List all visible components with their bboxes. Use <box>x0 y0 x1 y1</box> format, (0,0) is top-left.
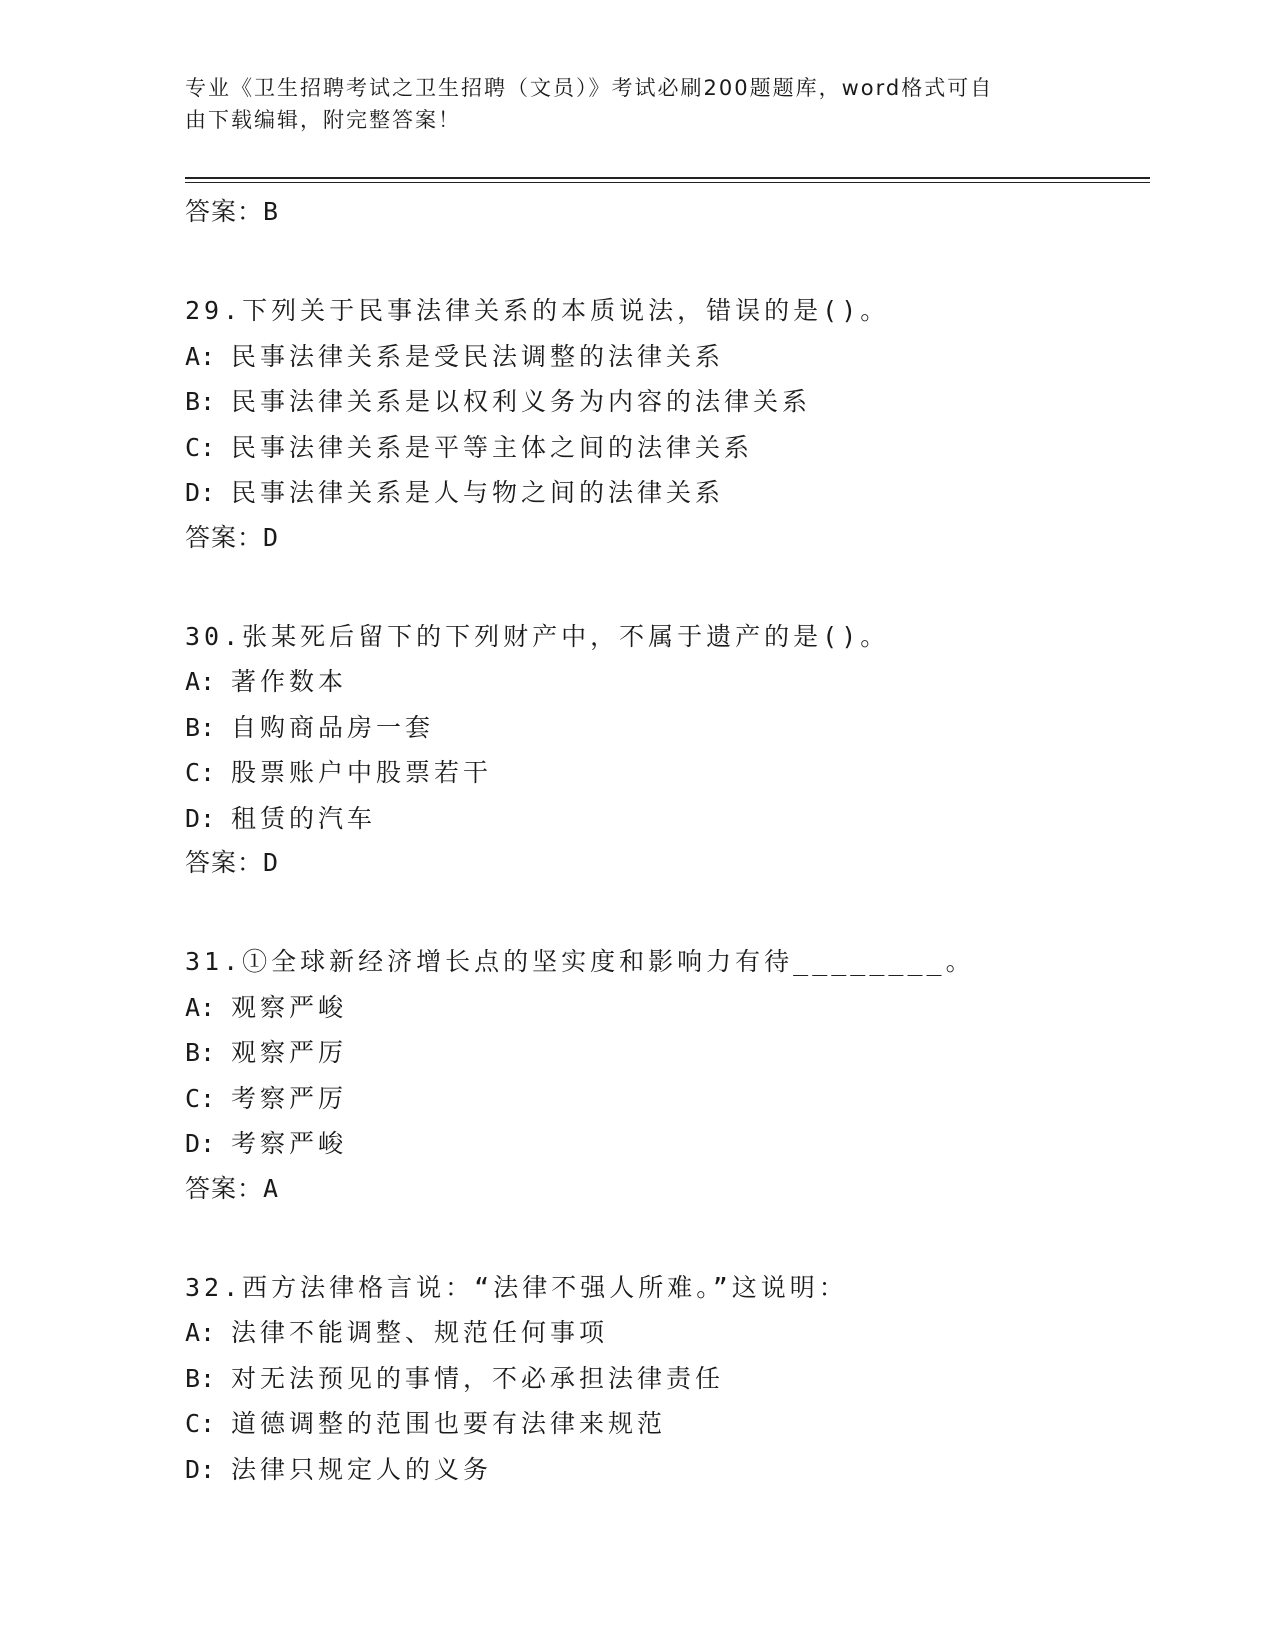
option-text: 民事法律关系是受民法调整的法律关系 <box>231 341 725 371</box>
header-divider-thin <box>185 182 1150 183</box>
answer-label: 答案： <box>185 1173 264 1203</box>
option-d <box>185 796 1150 842</box>
question-item <box>185 614 1150 886</box>
option-c <box>185 1401 1150 1447</box>
option-text: 著作数本 <box>231 667 348 696</box>
answer-label: 答案： <box>185 522 264 552</box>
option-key: C: <box>185 432 216 462</box>
option-text: 考察严峻 <box>231 1129 348 1158</box>
option-key: C: <box>185 758 216 787</box>
option-key: D: <box>185 803 216 833</box>
option-text: 道德调整的范围也要有法律来规范 <box>231 1409 667 1438</box>
question-item <box>185 1265 1150 1493</box>
answer-value: B <box>263 197 280 226</box>
header-divider-thick <box>185 177 1150 179</box>
option-text: 法律只规定人的义务 <box>231 1454 493 1484</box>
question-item <box>185 939 1150 1211</box>
answer-value: D <box>263 522 280 552</box>
option-a <box>185 1310 1150 1356</box>
option-key: B: <box>185 1038 216 1067</box>
option-a <box>185 985 1150 1031</box>
option-key: D: <box>185 1129 216 1158</box>
header-line-1: 专业《卫生招聘考试之卫生招聘（文员）》考试必刷200题题库，word格式可自 <box>185 76 994 100</box>
option-a <box>185 334 1150 380</box>
question-item <box>185 288 1150 560</box>
question-text: 32.西方法律格言说：“法律不强人所难。”这说明： <box>185 1272 848 1302</box>
option-key: A: <box>185 341 216 371</box>
option-key: B: <box>185 387 216 416</box>
option-d <box>185 470 1150 516</box>
option-key: A: <box>185 667 216 696</box>
option-text: 股票账户中股票若干 <box>231 758 493 787</box>
option-d <box>185 1447 1150 1493</box>
option-text: 民事法律关系是以权利义务为内容的法律关系 <box>231 387 812 416</box>
option-key: B: <box>185 712 216 742</box>
option-b <box>185 1030 1150 1076</box>
option-key: C: <box>185 1409 216 1438</box>
option-a <box>185 659 1150 705</box>
question-text: 29.下列关于民事法律关系的本质说法，错误的是()。 <box>185 296 890 325</box>
question-text: 30.张某死后留下的下列财产中，不属于遗产的是()。 <box>185 621 890 651</box>
option-text: 观察严厉 <box>231 1038 348 1067</box>
answer-line <box>185 190 1150 234</box>
option-b <box>185 379 1150 425</box>
answer-line <box>185 841 1150 885</box>
header-line-2: 由下载编辑，附完整答案！ <box>185 108 461 132</box>
option-key: B: <box>185 1363 216 1393</box>
answer-line <box>185 1167 1150 1211</box>
option-d <box>185 1121 1150 1167</box>
answer-label: 答案： <box>185 848 264 877</box>
option-c <box>185 750 1150 796</box>
answer-value: D <box>263 848 280 877</box>
document-header <box>185 72 1065 136</box>
option-c <box>185 425 1150 471</box>
question-text: 31.①全球新经济增长点的坚实度和影响力有待________。 <box>185 947 975 976</box>
option-b <box>185 1356 1150 1402</box>
answer-value: A <box>263 1173 280 1203</box>
option-text: 考察严厉 <box>231 1083 348 1113</box>
option-text: 民事法律关系是平等主体之间的法律关系 <box>231 432 754 462</box>
option-key: D: <box>185 478 216 507</box>
option-text: 自购商品房一套 <box>231 712 435 742</box>
option-key: C: <box>185 1083 216 1113</box>
question-list <box>185 190 1150 1492</box>
option-text: 民事法律关系是人与物之间的法律关系 <box>231 478 725 507</box>
option-c <box>185 1076 1150 1122</box>
option-text: 观察严峻 <box>231 992 348 1022</box>
option-text: 租赁的汽车 <box>231 803 377 833</box>
option-text: 对无法预见的事情，不必承担法律责任 <box>231 1363 725 1393</box>
option-key: D: <box>185 1454 216 1484</box>
option-b <box>185 705 1150 751</box>
option-key: A: <box>185 1318 216 1347</box>
option-key: A: <box>185 992 216 1022</box>
answer-label: 答案： <box>185 197 264 226</box>
answer-line <box>185 516 1150 560</box>
option-text: 法律不能调整、规范任何事项 <box>231 1318 609 1347</box>
